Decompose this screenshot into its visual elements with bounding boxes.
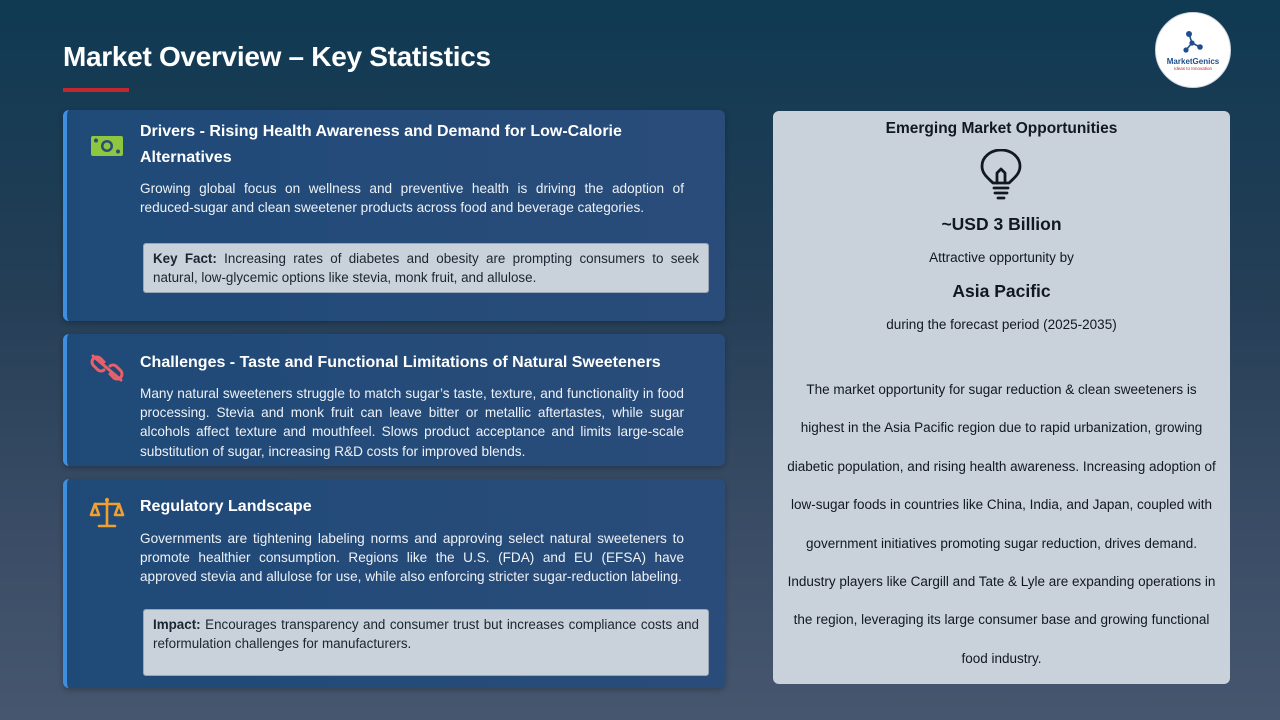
logo-name: MarketGenics xyxy=(1166,57,1220,66)
key-fact-label: Key Fact: xyxy=(153,251,217,266)
opportunity-region: Asia Pacific xyxy=(952,281,1051,301)
opportunity-panel xyxy=(773,111,1230,684)
money-icon xyxy=(89,128,125,164)
title-underline xyxy=(63,88,129,92)
regulatory-title: Regulatory Landscape xyxy=(140,498,312,515)
key-fact-box xyxy=(143,243,709,293)
opportunity-heading: Emerging Market Opportunities xyxy=(885,120,1118,137)
molecule-network-icon xyxy=(1180,29,1206,55)
lightbulb-icon xyxy=(978,149,1024,201)
balance-scale-icon xyxy=(89,495,125,531)
opportunity-value: ~USD 3 Billion xyxy=(941,214,1062,234)
challenges-body: Many natural sweeteners struggle to match sugar’s taste, texture, and functionality in food processing. Stevia and monk fruit can leave bitter or metallic aftertastes, while sugar alcohols affect texture and mouthfeel. Slows product acceptance and limits large-scale substitution of sugar, increasing R&D costs for improved blends. xyxy=(140,386,684,459)
regulatory-card xyxy=(63,479,725,688)
page-title: Market Overview – Key Statistics xyxy=(63,41,491,72)
company-logo xyxy=(1155,12,1231,88)
key-fact-text: Increasing rates of diabetes and obesity are prompting consumers to seek natural, low-glycemic options like stevia, monk fruit, and allulose. xyxy=(153,251,699,285)
broken-link-icon xyxy=(89,350,125,386)
opportunity-paragraph: The market opportunity for sugar reduction & clean sweeteners is highest in the Asia Pacific region due to rapid urbanization, growing diabetic population, and rising health awareness. Increasing adoption of low-sugar foods in countries like China, India, and Japan, coupled with government initiatives promoting sugar reduction, drives demand. Industry players like Cargill and Tate & Lyle are expanding operations in the region, leveraging its large consumer base and growing functional food industry. xyxy=(787,382,1216,666)
logo-tagline: Ideas to Innovation xyxy=(1173,66,1213,71)
challenges-title: Challenges - Taste and Functional Limitations of Natural Sweeteners xyxy=(140,354,661,371)
challenges-card xyxy=(63,334,725,466)
impact-label: Impact: xyxy=(153,617,201,632)
drivers-title: Drivers - Rising Health Awareness and Demand for Low-Calorie Alternatives xyxy=(140,123,622,166)
impact-box xyxy=(143,609,709,676)
opportunity-line-1: Attractive opportunity by xyxy=(929,250,1074,265)
drivers-body: Growing global focus on wellness and preventive health is driving the adoption of reduced-sugar and clean sweetener products across food and beverage categories. xyxy=(140,181,684,216)
impact-text: Encourages transparency and consumer trust but increases compliance costs and reformulation challenges for manufacturers. xyxy=(153,617,699,651)
opportunity-line-2: during the forecast period (2025-2035) xyxy=(886,317,1117,332)
regulatory-body: Governments are tightening labeling norms and approving select natural sweeteners to promote healthier consumption. Regions like the U.S. (FDA) and EU (EFSA) have approved stevia and allulose for use, while also enforcing stricter sugar-reduction labeling. xyxy=(140,531,684,585)
drivers-card xyxy=(63,110,725,321)
